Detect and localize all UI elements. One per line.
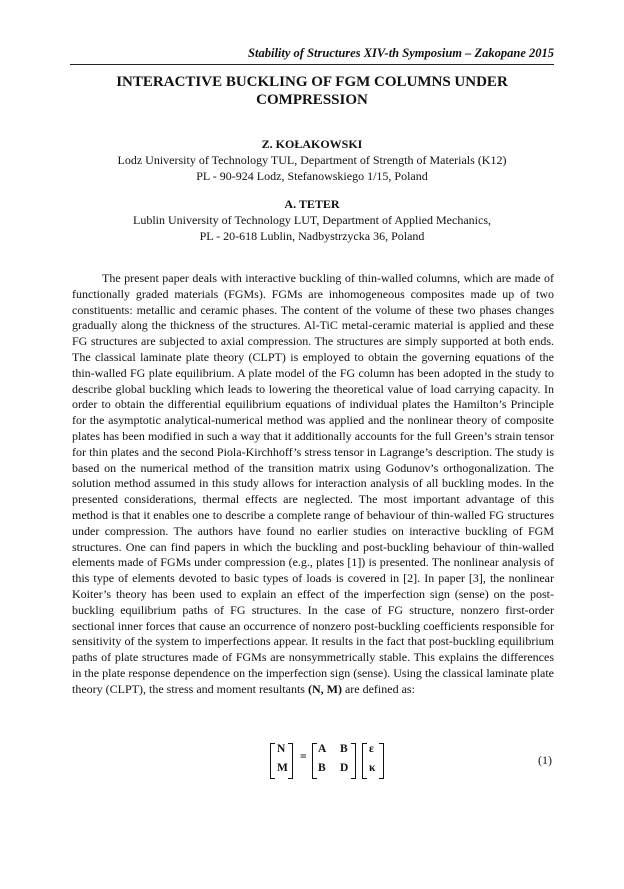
bracket-left xyxy=(362,743,367,779)
paper-title: INTERACTIVE BUCKLING OF FGM COLUMNS UNDER COMPRESSION xyxy=(116,74,508,108)
author-affiliation: Lublin University of Technology LUT, Department of Applied Mechanics, xyxy=(133,213,491,227)
abstract-text: The present paper deals with interactive buckling of thin-walled columns, which are made of functionally graded materials (FGMs). FGMs are inhomogeneous composites made up of two constituents: metallic and ceramic phases. The content of the volume of these two phases changes gradually along the thickness of the structures. Al-TiC metal-ceramic material is applied and these FG structures are subjected to axial compression. The structures are simply supported at both ends. The classical laminate plate theory (CLPT) is employed to obtain the governing equations of the thin-walled FG plate equilibrium. A plate model of the FG column has been adopted in the study to describe global buckling which leads to lowering the theoretical value of load carrying capacity. In order to obtain the differential equilibrium equations of individual plates the Hamilton’s Principle for the asymptotic analytical-numerical method was applied and the nonlinear theory of composite plates has been modified in such a way that it additionally accounts for the full Green’s strain tensor for thin plates and the second Piola-Kirchhoff’s stress tensor in Lagrange’s description. The study is based on the numerical method of the transition matrix using Godunov’s orthogonalization. The solution method assumed in this study allows for interaction analysis of all buckling modes. In the presented considerations, thermal effects are neglected. The most important advantage of this method is that it enables one to describe a complete range of behaviour of thin-walled FG structures under compression. The authors have found no earlier studies on interactive buckling of FGM structures. One can find papers in which the buckling and post-buckling behaviour of thin-walled elements made of FGMs under compression (e.g., plates [1]) is presented. The nonlinear analysis of this type of elements devoted to basic types of loads is covered in [2]. In paper [3], the nonlinear Koiter’s theory has been used to explain an effect of the imperfection sign (sense) on the post-buckling equilibrium paths of FG structures. In the case of FG structure, nonzero first-order sectional inner forces that cause an occurrence of nonzero post-buckling coefficients responsible for sensitivity of the system to imperfections appear. It results in the fact that post-buckling equilibrium paths of plate structures made of FGMs are nonsymmetrically stable. This explains the differences in the plate response dependence on the imperfection sign (sense). Using the classical laminate plate theory (CLPT), the stress and moment resultants xyxy=(72,271,554,696)
abstract-paragraph xyxy=(72,271,554,698)
running-header: Stability of Structures XIV-th Symposium – Zakopane 2015 xyxy=(248,46,554,60)
eq-lhs-bottom: M xyxy=(277,762,288,774)
eq-mat-11: A xyxy=(318,743,327,755)
abstract-symbols: (N, M) xyxy=(307,681,342,696)
equation-number: (1) xyxy=(538,753,552,767)
bracket-right xyxy=(288,743,293,779)
author-name: A. TETER xyxy=(284,197,340,211)
author-name: Z. KOŁAKOWSKI xyxy=(261,137,363,151)
author-address: PL - 20-618 Lublin, Nadbystrzycka 36, Poland xyxy=(199,229,425,243)
eq-rhs-bottom: κ xyxy=(369,762,376,774)
bracket-left xyxy=(312,743,317,779)
eq-lhs-top: N xyxy=(277,743,286,755)
author-block-1 xyxy=(70,136,554,184)
abstract-tail: are defined as: xyxy=(341,681,415,696)
eq-mat-22: D xyxy=(340,762,349,774)
eq-mat-12: B xyxy=(340,743,348,755)
eq-mat-21: B xyxy=(318,762,326,774)
header-rule xyxy=(70,64,554,65)
eq-rhs-top: ε xyxy=(369,743,374,755)
author-block-2 xyxy=(70,196,554,244)
bracket-right xyxy=(379,743,384,779)
author-address: PL - 90-924 Lodz, Stefanowskiego 1/15, Poland xyxy=(196,169,428,183)
bracket-left xyxy=(270,743,275,779)
equation-1 xyxy=(270,741,390,779)
eq-equals: = xyxy=(300,751,307,763)
bracket-right xyxy=(351,743,356,779)
author-affiliation: Lodz University of Technology TUL, Department of Strength of Materials (K12) xyxy=(117,153,507,167)
